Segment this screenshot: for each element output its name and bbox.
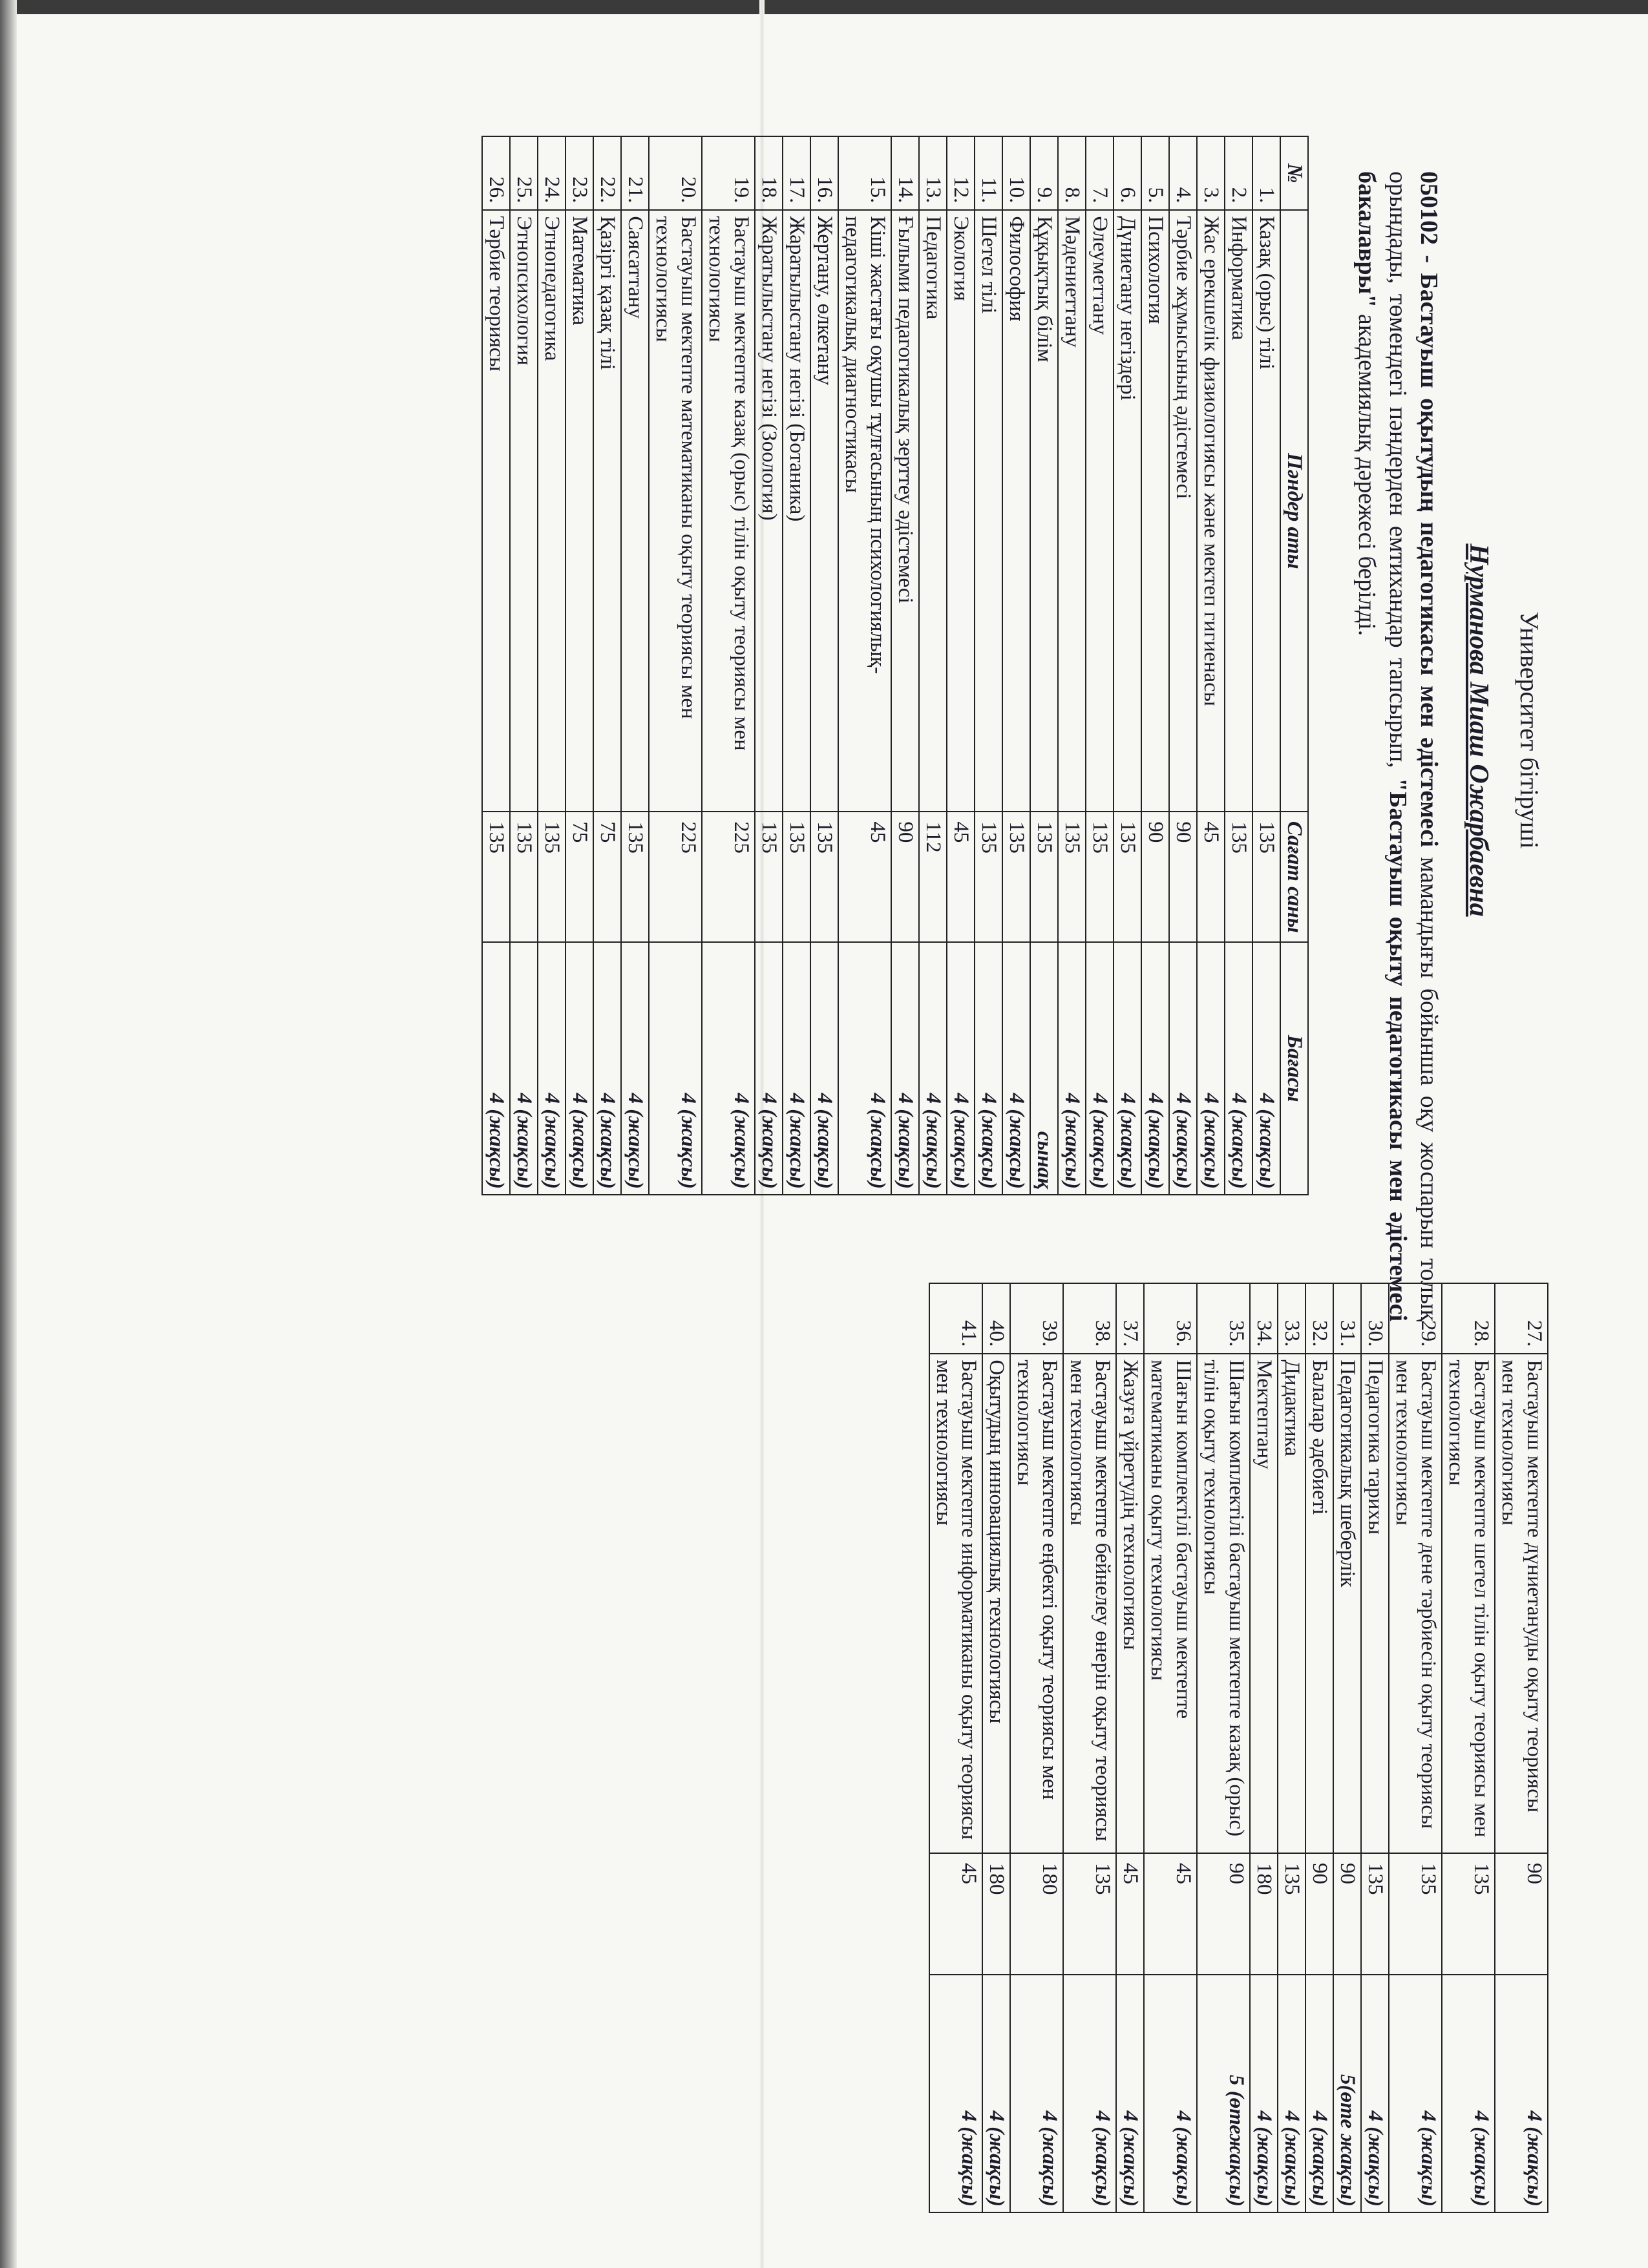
grade-cell: 5(өте жақсы): [1333, 1975, 1361, 2212]
table-row: [1250, 1283, 1278, 2212]
grade-cell: 4 (жақсы): [947, 942, 975, 1195]
row-number: 22.: [593, 136, 621, 210]
grade-cell: 4 (жақсы): [1114, 942, 1141, 1195]
grade-cell: 4 (жақсы): [810, 942, 838, 1195]
row-number: 20.: [649, 136, 702, 210]
row-number: 29.: [1389, 1283, 1442, 1354]
subject-name: Психология: [1141, 210, 1169, 812]
grade-cell: 4 (жақсы): [975, 942, 1002, 1195]
row-number: 32.: [1305, 1283, 1333, 1354]
subject-name: Педагогика: [919, 210, 947, 812]
grade-cell: 4 (жақсы): [1058, 942, 1086, 1195]
hours-cell: 135: [1361, 1853, 1389, 1975]
row-number: 10.: [1002, 136, 1030, 210]
subject-name: Бастауыш мектепте бейнелеу өнерін оқыту теориясы мен технологиясы: [1063, 1354, 1116, 1853]
row-number: 38.: [1063, 1283, 1116, 1354]
subject-name: Тәрбие теориясы: [482, 210, 510, 812]
subject-name: Этнопедагогика: [538, 210, 565, 812]
subject-name: Бастауыш мектепте шетел тілін оқыту теориясы мен технологиясы: [1442, 1354, 1495, 1853]
table-row: [1333, 1283, 1361, 2212]
hours-cell: 135: [1030, 812, 1058, 942]
row-number: 35.: [1197, 1283, 1250, 1354]
row-number: 23.: [565, 136, 593, 210]
grade-cell: 4 (жақсы): [510, 942, 538, 1195]
subject-name: Шетел тілі: [975, 210, 1002, 812]
grade-cell: 4 (жақсы): [1278, 1975, 1305, 2212]
hours-cell: 90: [1333, 1853, 1361, 1975]
grade-cell: 4 (жақсы): [1495, 1975, 1548, 2212]
table-row: [510, 136, 538, 1195]
hours-cell: 90: [1305, 1853, 1333, 1975]
hours-cell: 75: [593, 812, 621, 942]
grade-cell: 4 (жақсы): [1225, 942, 1252, 1195]
subject-name: Бастауыш мектепте математиканы оқыту теориясы мен технологиясы: [649, 210, 702, 812]
hours-cell: 135: [810, 812, 838, 942]
subject-name: Жас ерекшелік физиологиясы және мектеп гигиенасы: [1197, 210, 1225, 812]
subject-name: Оқытудың инновациялық технологиясы: [982, 1354, 1010, 1853]
table-row: [1010, 1283, 1063, 2212]
grade-cell: 4 (жақсы): [702, 942, 755, 1195]
subject-name: Педагогика тарихы: [1361, 1354, 1389, 1853]
row-number: 19.: [702, 136, 755, 210]
hours-cell: 135: [1086, 812, 1114, 942]
row-number: 31.: [1333, 1283, 1361, 1354]
row-number: 41.: [929, 1283, 982, 1354]
table-row: [783, 136, 810, 1195]
row-number: 18.: [755, 136, 783, 210]
grade-cell: 4 (жақсы): [838, 942, 891, 1195]
row-number: 14.: [891, 136, 919, 210]
table-row: [702, 136, 755, 1195]
row-number: 24.: [538, 136, 565, 210]
grade-cell: 4 (жақсы): [1169, 942, 1197, 1195]
row-number: 9.: [1030, 136, 1058, 210]
table-body-1: [482, 136, 1280, 1195]
table-row: [593, 136, 621, 1195]
hours-cell: 135: [1063, 1853, 1116, 1975]
subject-name: Ғылыми педагогикалық зерттеу әдістемесі: [891, 210, 919, 812]
hours-cell: 135: [482, 812, 510, 942]
row-number: 4.: [1169, 136, 1197, 210]
subject-name: Жаратылыстану негізі (Ботаника): [783, 210, 810, 812]
table-row: [755, 136, 783, 1195]
subject-name: Тәрбие жұмысының әдістемесі: [1169, 210, 1197, 812]
university-heading: Университет бітіруші: [1515, 611, 1544, 849]
grade-cell: 4 (жақсы): [1250, 1975, 1278, 2212]
hours-cell: 135: [621, 812, 649, 942]
row-number: 26.: [482, 136, 510, 210]
hours-cell: 180: [1250, 1853, 1278, 1975]
hours-cell: 45: [1116, 1853, 1144, 1975]
table-row: [1144, 1283, 1197, 2212]
table-row: [1114, 136, 1141, 1195]
subject-name: Математика: [565, 210, 593, 812]
row-number: 27.: [1495, 1283, 1548, 1354]
grade-cell: 4 (жақсы): [1442, 1975, 1495, 2212]
table-row: [1086, 136, 1114, 1195]
table-row: [1252, 136, 1280, 1195]
hours-cell: 180: [982, 1853, 1010, 1975]
hours-cell: 45: [929, 1853, 982, 1975]
subject-name: Педагогикалық шеберлік: [1333, 1354, 1361, 1853]
table-row: [891, 136, 919, 1195]
hours-cell: 112: [919, 812, 947, 942]
table-row: [1063, 1283, 1116, 2212]
row-number: 25.: [510, 136, 538, 210]
row-number: 40.: [982, 1283, 1010, 1354]
hours-cell: 135: [538, 812, 565, 942]
subject-name: Бастауыш мектепте дүниетануды оқыту теориясы мен технологиясы: [1495, 1354, 1548, 1853]
row-number: 5.: [1141, 136, 1169, 210]
table-row: [1225, 136, 1252, 1195]
grades-table-2: [929, 1283, 1548, 2213]
grade-cell: 4 (жақсы): [1305, 1975, 1333, 2212]
hours-cell: 135: [1002, 812, 1030, 942]
hours-cell: 225: [702, 812, 755, 942]
row-number: 6.: [1114, 136, 1141, 210]
student-name: Нурманова Миаш Ожарбаевна: [1464, 543, 1494, 917]
grade-cell: 4 (жақсы): [755, 942, 783, 1195]
row-number: 36.: [1144, 1283, 1197, 1354]
table-row: [982, 1283, 1010, 2212]
subject-name: Бастауыш мектепте казақ (орыс) тілін оқыту теориясы мен технологиясы: [702, 210, 755, 812]
table-body-2: [929, 1283, 1548, 2212]
grade-cell: 4 (жақсы): [1086, 942, 1114, 1195]
row-number: 33.: [1278, 1283, 1305, 1354]
row-number: 34.: [1250, 1283, 1278, 1354]
hours-cell: 135: [1442, 1853, 1495, 1975]
grade-cell: 4 (жақсы): [1010, 1975, 1063, 2212]
col-num-header: №: [1280, 136, 1308, 210]
subject-name: Жазуға үйретудің технологиясы: [1116, 1354, 1144, 1853]
grade-cell: 4 (жақсы): [1144, 1975, 1197, 2212]
table-header-row: [1280, 136, 1308, 1195]
grade-cell: 4 (жақсы): [1002, 942, 1030, 1195]
grade-cell: 4 (жақсы): [1141, 942, 1169, 1195]
grade-cell: 4 (жақсы): [1063, 1975, 1116, 2212]
hours-cell: 135: [1058, 812, 1086, 942]
table-row: [1197, 136, 1225, 1195]
subject-name: Құқықтық білім: [1030, 210, 1058, 812]
row-number: 13.: [919, 136, 947, 210]
row-number: 15.: [838, 136, 891, 210]
subject-name: Бастауыш мектепте еңбекті оқыту теориясы мен технологиясы: [1010, 1354, 1063, 1853]
hours-cell: 90: [1141, 812, 1169, 942]
table-row: [565, 136, 593, 1195]
grade-cell: сынақ: [1030, 942, 1058, 1195]
page-right-rotated: [786, 1283, 1548, 2213]
table-row: [1141, 136, 1169, 1195]
hours-cell: 135: [755, 812, 783, 942]
row-number: 16.: [810, 136, 838, 210]
grade-cell: 4 (жақсы): [621, 942, 649, 1195]
grade-cell: 4 (жақсы): [593, 942, 621, 1195]
grade-cell: 4 (жақсы): [649, 942, 702, 1195]
grade-cell: 4 (жақсы): [982, 1975, 1010, 2212]
hours-cell: 90: [1169, 812, 1197, 942]
row-number: 30.: [1361, 1283, 1389, 1354]
grade-cell: 4 (жақсы): [1116, 1975, 1144, 2212]
table-row: [929, 1283, 982, 2212]
hours-cell: 45: [1144, 1853, 1197, 1975]
specialty-code: 050102 - Бастауыш оқытудың педагогикасы мен әдістемесі: [1415, 171, 1442, 847]
row-number: 12.: [947, 136, 975, 210]
subject-name: Бастауыш мектепте дене тәрбиесін оқыту теориясы мен технологиясы: [1389, 1354, 1442, 1853]
table-row: [1442, 1283, 1495, 2212]
table-row: [1058, 136, 1086, 1195]
row-number: 1.: [1252, 136, 1280, 210]
hours-cell: 135: [1389, 1853, 1442, 1975]
subject-name: Философия: [1002, 210, 1030, 812]
table-row: [947, 136, 975, 1195]
hours-cell: 45: [1197, 812, 1225, 942]
grade-cell: 5 (өтежақсы): [1197, 1975, 1250, 2212]
grade-cell: 4 (жақсы): [565, 942, 593, 1195]
subject-name: Жертану, өлкетану: [810, 210, 838, 812]
table-row: [1116, 1283, 1144, 2212]
table-row: [482, 136, 510, 1195]
subject-name: Экология: [947, 210, 975, 812]
subject-name: Бастауыш мектепте информатиканы оқыту теориясы мен технологиясы: [929, 1354, 982, 1853]
table-row: [1197, 1283, 1250, 2212]
subject-name: Этнопсихология: [510, 210, 538, 812]
hours-cell: 45: [838, 812, 891, 942]
table-row: [919, 136, 947, 1195]
subject-name: Мектептану: [1250, 1354, 1278, 1853]
table-row: [1169, 136, 1197, 1195]
hours-cell: 225: [649, 812, 702, 942]
hours-cell: 90: [1495, 1853, 1548, 1975]
subject-name: Саясаттану: [621, 210, 649, 812]
hours-cell: 180: [1010, 1853, 1063, 1975]
subject-name: Мәдениеттану: [1058, 210, 1086, 812]
subject-name: Дүниетану негіздері: [1114, 210, 1141, 812]
table-row: [1495, 1283, 1548, 2212]
hours-cell: 90: [891, 812, 919, 942]
intro-text-2: академиялық дәрежесі берілді.: [1353, 308, 1380, 636]
grades-table-1: [481, 136, 1309, 1195]
row-number: 37.: [1116, 1283, 1144, 1354]
row-number: 8.: [1058, 136, 1086, 210]
scan-edge-top: [0, 0, 1648, 14]
hours-cell: 135: [975, 812, 1002, 942]
hours-cell: 135: [783, 812, 810, 942]
hours-cell: 135: [1114, 812, 1141, 942]
grade-cell: 4 (жақсы): [1252, 942, 1280, 1195]
hours-cell: 135: [1252, 812, 1280, 942]
subject-name: Қазіргі қазақ тілі: [593, 210, 621, 812]
table-row: [810, 136, 838, 1195]
grade-cell: 4 (жақсы): [783, 942, 810, 1195]
table-row: [838, 136, 891, 1195]
grade-cell: 4 (жақсы): [538, 942, 565, 1195]
subject-name: Шағын комплектілі бастауыш мектепте казақ (орыс) тілін оқыту технологиясы: [1197, 1354, 1250, 1853]
row-number: 39.: [1010, 1283, 1063, 1354]
row-number: 3.: [1197, 136, 1225, 210]
row-number: 28.: [1442, 1283, 1495, 1354]
row-number: 7.: [1086, 136, 1114, 210]
scan-edge-left: [0, 0, 17, 2268]
table-row: [621, 136, 649, 1195]
grade-cell: 4 (жақсы): [1197, 942, 1225, 1195]
hours-cell: 45: [947, 812, 975, 942]
grade-cell: 4 (жақсы): [482, 942, 510, 1195]
table-row: [649, 136, 702, 1195]
table-row: [1002, 136, 1030, 1195]
table-row: [975, 136, 1002, 1195]
table-row: [538, 136, 565, 1195]
row-number: 2.: [1225, 136, 1252, 210]
grade-cell: 4 (жақсы): [891, 942, 919, 1195]
row-number: 21.: [621, 136, 649, 210]
row-number: 11.: [975, 136, 1002, 210]
row-number: 17.: [783, 136, 810, 210]
col-grade-header: Бағасы: [1280, 942, 1308, 1195]
subject-name: Балалар әдебиеті: [1305, 1354, 1333, 1853]
hours-cell: 135: [1278, 1853, 1305, 1975]
grade-cell: 4 (жақсы): [1361, 1975, 1389, 2212]
grade-cell: 4 (жақсы): [919, 942, 947, 1195]
hours-cell: 90: [1197, 1853, 1250, 1975]
table-row: [1030, 136, 1058, 1195]
subject-name: Шағын комплектілі бастауыш мектепте математиканы оқыту технологиясы: [1144, 1354, 1197, 1853]
col-subject-header: Пәндер аты: [1280, 210, 1308, 812]
degree-name: "Бастауыш оқыту педагогикасы мен әдістемесі бакалавры": [1353, 171, 1411, 1322]
hours-cell: 75: [565, 812, 593, 942]
grade-cell: 4 (жақсы): [1389, 1975, 1442, 2212]
subject-name: Дидактика: [1278, 1354, 1305, 1853]
table-row: [1305, 1283, 1333, 2212]
subject-name: Кіші жастағы оқушы тұлғасының психологиялық-педагогикалық диагностикасы: [838, 210, 891, 812]
col-hours-header: Сағат саны: [1280, 812, 1308, 942]
hours-cell: 135: [1225, 812, 1252, 942]
intro-paragraph: [1351, 171, 1444, 1321]
subject-name: Казақ (орыс) тілі: [1252, 210, 1280, 812]
subject-name: Информатика: [1225, 210, 1252, 812]
table-row: [1389, 1283, 1442, 2212]
subject-name: Әлеуметтану: [1086, 210, 1114, 812]
hours-cell: 135: [510, 812, 538, 942]
table-row: [1361, 1283, 1389, 2212]
grade-cell: 4 (жақсы): [929, 1975, 982, 2212]
intro-text-1: мамандығы бойынша оқу жоспарын толық орындады, төмендегі пәндерден емтихандар тапсырып,: [1384, 171, 1442, 1321]
subject-name: Жаратылыстану негізі (Зоология): [755, 210, 783, 812]
table-row: [1278, 1283, 1305, 2212]
